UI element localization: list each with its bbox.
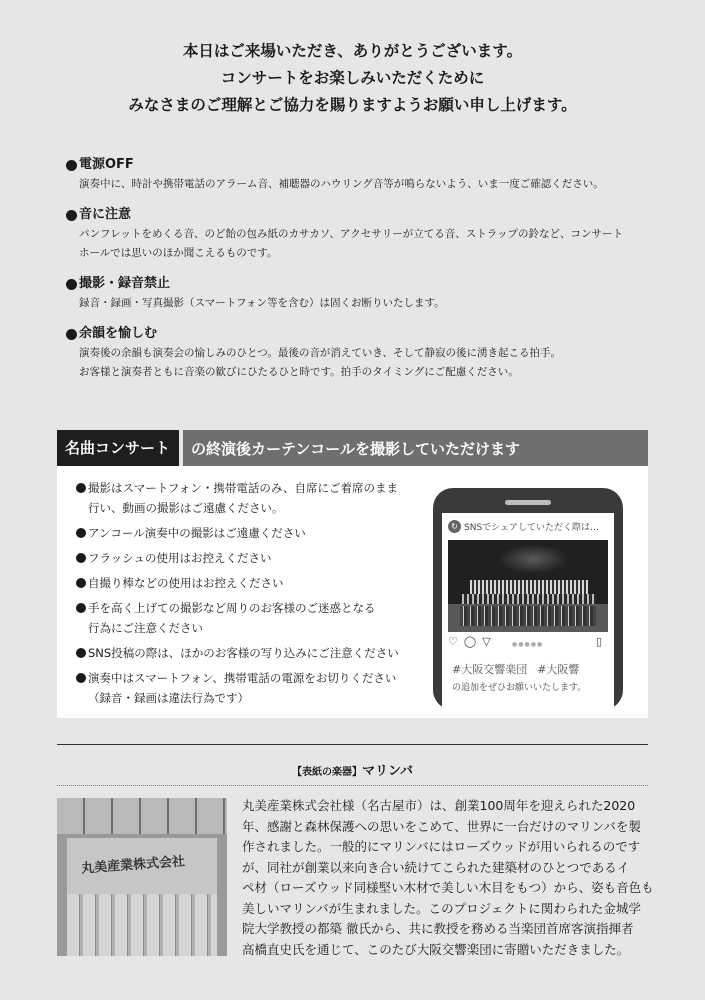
bullet-icon	[66, 279, 77, 290]
description-line: 年、感謝と森林保護への思いをこめて、世界に一台だけのマリンバを製	[242, 818, 641, 834]
heart-icon: ♡	[448, 635, 458, 648]
comment-icon: ◯	[463, 635, 477, 648]
photo-permission-banner	[57, 430, 648, 466]
rule-item	[76, 548, 426, 568]
rule-text: フラッシュの使用はお控えください	[88, 551, 272, 565]
bullet-icon	[76, 648, 86, 658]
notice-text: 録音・録画・写真撮影（スマートフォン等を含む）は固くお断りいたします。	[79, 297, 445, 309]
cover-description	[242, 796, 652, 960]
notice-text: パンフレットをめくる音、のど飴の包み紙のカサカソ、アクセサリーが立てる音、ストラップの鈴など、コンサート	[79, 228, 624, 240]
notice-text: 演奏中に、時計や携帯電話のアラーム音、補聴器のハウリング音等が鳴らないよう、いま一度ご確認ください。	[79, 178, 604, 190]
rule-text: アンコール演奏中の撮影はご遠慮ください	[88, 526, 306, 540]
dotted-divider	[57, 785, 648, 786]
bullet-icon	[76, 673, 86, 683]
marimba-photo	[57, 798, 227, 956]
phone-speaker	[505, 500, 551, 505]
hashtag: #大阪交響楽団	[452, 663, 528, 676]
rule-item	[76, 573, 426, 593]
orchestra-rows	[460, 606, 596, 626]
notice-title: 撮影・録音禁止	[79, 276, 171, 291]
hashtag-row	[452, 661, 589, 677]
banner-label: 名曲コンサート	[57, 430, 179, 466]
notice-text: お客様と演奏者ともに音楽の歓びにひたるひと時です。拍手のタイミングにご配慮ください。	[79, 366, 519, 378]
bullet-icon	[76, 528, 86, 538]
rule-text: 手を高く上げての撮影など周りのお客様のご迷惑となる	[88, 601, 376, 615]
choir-rows	[470, 580, 588, 594]
bullet-icon	[76, 553, 86, 563]
photo-rules-list	[76, 478, 426, 713]
notice-power-off	[66, 155, 656, 194]
plate-text: 丸美産業株式会社	[80, 854, 186, 877]
cover-instrument-name: マリンバ	[361, 764, 414, 779]
rule-text: SNS投稿の際は、ほかのお客様の写り込みにご注意ください	[88, 646, 399, 660]
description-line: 院大学教授の都築 徹氏から、共に教授を務める当楽団首席客演指揮者	[242, 921, 634, 936]
smartphone-illustration	[433, 488, 623, 710]
description-line: 美しいマリンバが生まれました。このプロジェクトに関わられた金城学	[242, 900, 641, 916]
description-line: 丸美産業株式会社様（名古屋市）は、創業100周年を迎えられた2020	[242, 798, 636, 813]
notice-list	[66, 155, 656, 393]
hashtag: #大阪響	[537, 663, 580, 676]
notice-title: 余韻を愉しむ	[79, 326, 158, 341]
sns-header: SNSでシェアしていただく際は…	[464, 522, 599, 533]
bookmark-icon: ▯	[595, 635, 602, 648]
bullet-icon	[66, 160, 77, 171]
sns-note: の追加をぜひお願いいたします。	[452, 683, 587, 693]
concert-photo	[448, 540, 608, 632]
rule-item	[76, 643, 426, 663]
rule-item	[76, 478, 426, 518]
bullet-icon	[76, 578, 86, 588]
notice-text: 演奏後の余韻も演奏会の愉しみのひとつ。最後の音が消えていき、そして静寂の後に湧き起こる拍手。	[79, 347, 561, 359]
cover-label: 【表紙の楽器】	[291, 767, 362, 778]
rule-text: 行為にご注意ください	[88, 621, 203, 635]
send-icon: ▽	[482, 635, 491, 648]
notice-sound	[66, 205, 656, 263]
bullet-icon	[66, 210, 77, 221]
rule-text: 演奏中はスマートフォン、携帯電話の電源をお切りください	[88, 671, 397, 685]
rule-item	[76, 523, 426, 543]
carousel-dots-icon: ●●●●●	[512, 641, 544, 648]
description-line: 作されました。一般的にマリンバにはローズウッドが用いられるのです	[242, 839, 641, 854]
phone-screen	[442, 513, 614, 710]
rule-text: 撮影はスマートフォン・携帯電話のみ、自席にご着席のまま	[88, 481, 399, 495]
notice-title: 電源OFF	[79, 157, 134, 172]
bullet-icon	[66, 329, 77, 340]
maker-plate	[67, 838, 217, 894]
rule-text: （録音・録画は違法行為です）	[88, 691, 249, 705]
description-line: 高橋直史氏を通じて、このたび大阪交響楽団に寄贈いただきました。	[242, 941, 630, 957]
section-divider	[57, 744, 648, 745]
notice-afterglow	[66, 324, 656, 382]
banner-text: の終演後カーテンコールを撮影していただけます	[191, 439, 520, 458]
rule-text: 自撮り棒などの使用はお控えください	[88, 576, 284, 590]
notice-text: ホールでは思いのほか聞こえるものです。	[79, 247, 278, 259]
notice-no-recording	[66, 274, 656, 313]
intro-message	[0, 38, 705, 119]
bullet-icon	[76, 483, 86, 493]
bullet-icon	[76, 603, 86, 613]
resonator-pipes	[67, 894, 217, 956]
intro-line: 本日はご来場いただき、ありがとうございます。	[182, 42, 523, 60]
description-line: ペ材（ローズウッド同様堅い木材で美しい木目をもつ）から、姿も音色も	[242, 880, 654, 895]
notice-title: 音に注意	[79, 207, 132, 222]
rule-item	[76, 668, 426, 708]
share-icon: ↻	[448, 520, 461, 533]
description-line: が、同社が創業以来向き合い続けてこられた建築材のひとつであるイ	[242, 859, 630, 875]
rule-item	[76, 598, 426, 638]
intro-line: みなさまのご理解とご協力を賜りますようお願い申し上げます。	[128, 96, 577, 114]
rule-text: 行い、動画の撮影はご遠慮ください。	[88, 501, 284, 515]
cover-instrument-title	[0, 760, 705, 779]
intro-line: コンサートをお楽しみいただくために	[220, 69, 485, 87]
marimba-bars	[57, 798, 227, 834]
